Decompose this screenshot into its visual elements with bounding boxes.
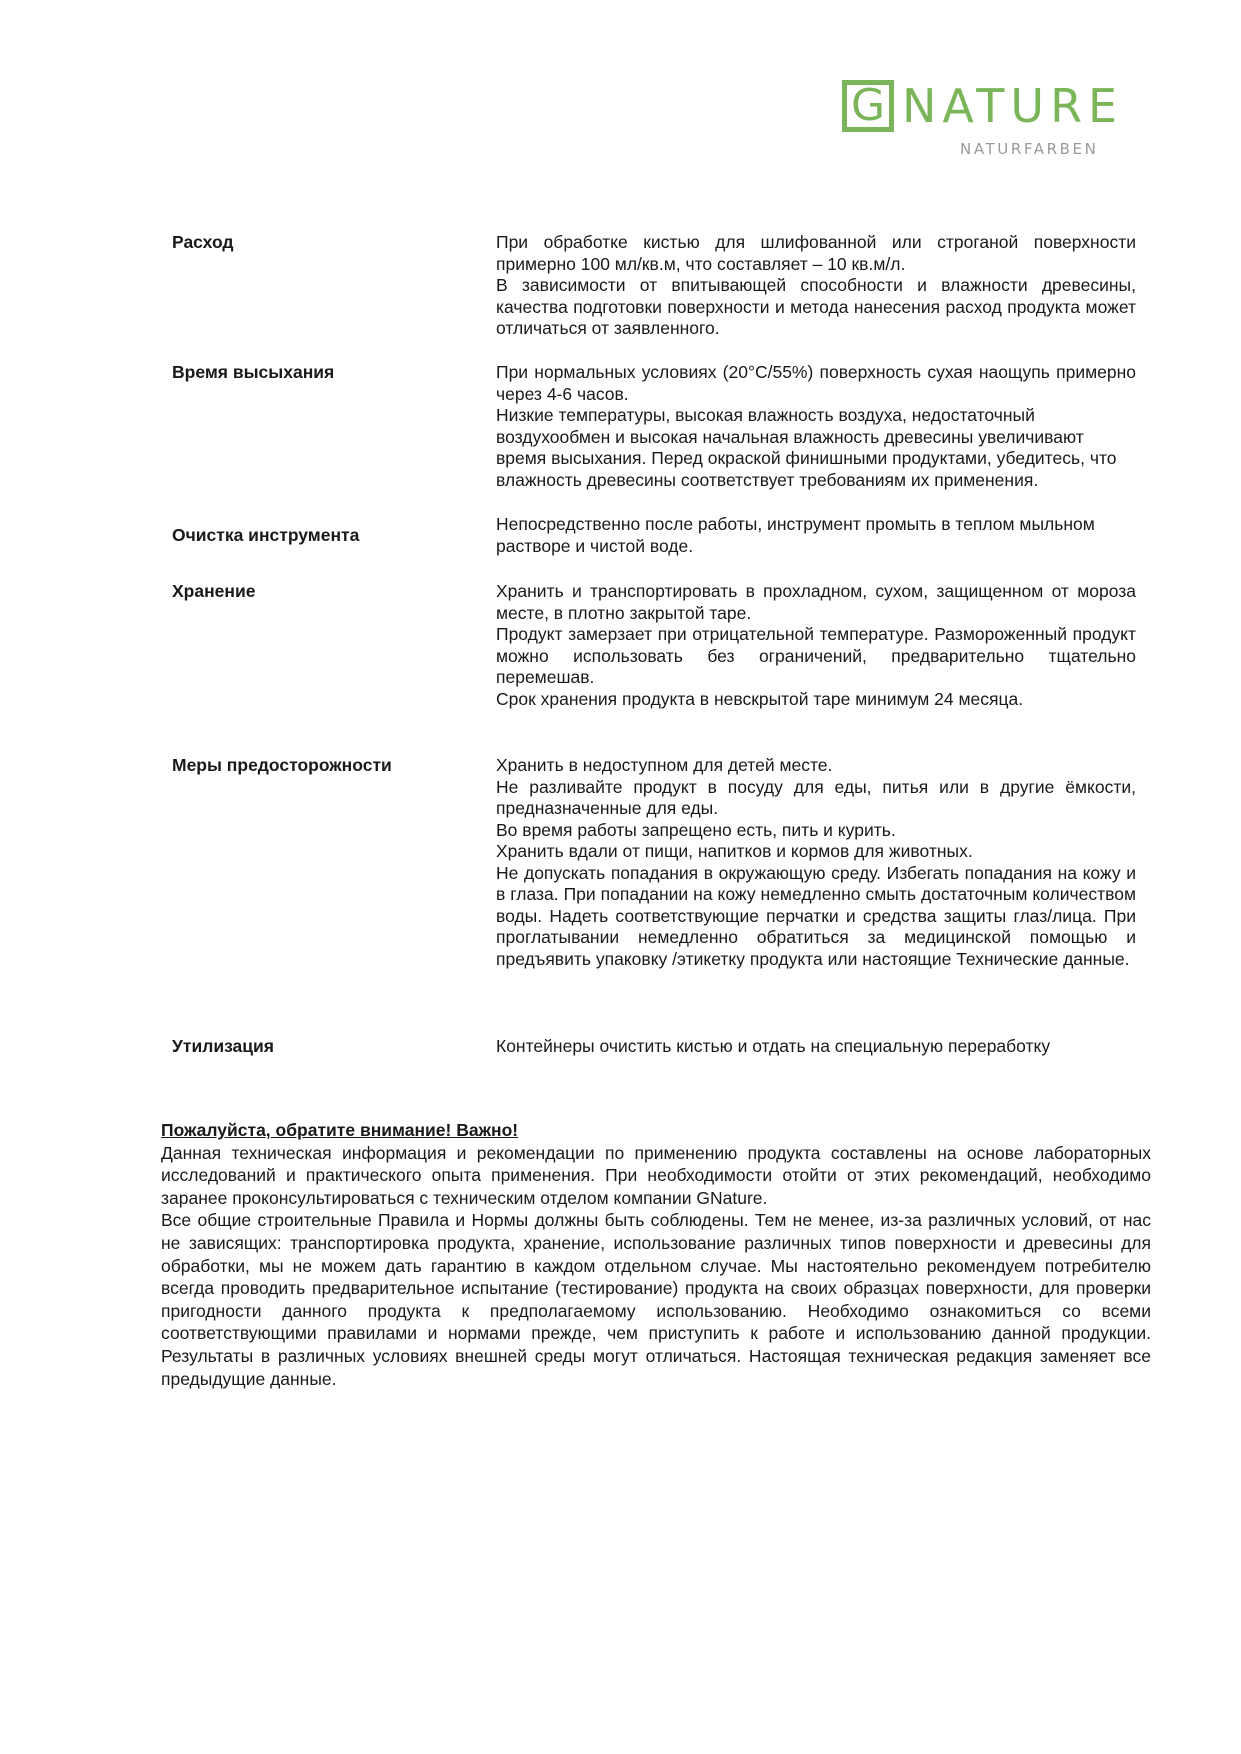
section-line: Хранить в недоступном для детей месте. bbox=[496, 755, 833, 775]
section-line: Хранить вдали от пищи, напитков и кормов для животных. bbox=[496, 841, 973, 861]
section-line: Продукт замерзает при отрицательной температуре. Размороженный продукт можно использовать без ограничений, предварительно тщательно перемешав. bbox=[496, 624, 1136, 687]
section-label-tool-cleaning: Очистка инструмента bbox=[172, 525, 360, 545]
section-label-precautions: Меры предосторожности bbox=[172, 755, 392, 775]
section-line: При обработке кистью для шлифованной или строганой поверхности примерно 100 мл/кв.м, что составляет – 10 кв.м/л. bbox=[496, 232, 1136, 274]
section-label-drying-time: Время высыхания bbox=[172, 362, 335, 382]
section-value-storage bbox=[496, 581, 1136, 710]
section-line: Хранить и транспортировать в прохладном, сухом, защищенном от мороза месте, в плотно закрытой таре. bbox=[496, 581, 1136, 623]
section-line: При нормальных условиях (20°C/55%) поверхность сухая наощупь примерно через 4-6 часов. bbox=[496, 362, 1136, 404]
section-label-storage: Хранение bbox=[172, 581, 256, 601]
logo-subtitle: NATURFARBEN bbox=[960, 140, 1099, 158]
section-line: Низкие температуры, высокая влажность воздуха, недостаточный воздухообмен и высокая начальная влажность древесины увеличивают время высыхания. Перед окраской финишными продуктами, убедитесь, что влажность древесины соответствует требованиям их применения. bbox=[496, 405, 1117, 490]
section-value-drying-time bbox=[496, 362, 1136, 491]
notice-title: Пожалуйста, обратите внимание! Важно! bbox=[161, 1120, 519, 1140]
logo-word: NATURE bbox=[902, 79, 1124, 133]
notice-paragraph: Все общие строительные Правила и Нормы должны быть соблюдены. Тем не менее, из-за различных условий, от нас не зависящих: транспортировка продукта, хранение, использование различных типов поверхности и древесины для обработки, мы не можем дать гарантию в каждом отдельном случае. Мы настоятельно рекомендуем потребителю всегда проводить предварительное испытание (тестирование) продукта на своих образцах поверхности, для проверки пригодности данного продукта к предполагаемому использованию. Необходимо ознакомиться со всеми соответствующими правилами и нормами прежде, чем приступить к работе и использованию данной продукции. Результаты в различных условиях внешней среды могут отличаться. Настоящая техническая редакция заменяет все предыдущие данные. bbox=[161, 1210, 1151, 1389]
section-label-disposal: Утилизация bbox=[172, 1036, 275, 1056]
brand-logo bbox=[842, 80, 1142, 165]
section-line: Не разливайте продукт в посуду для еды, питья или в другие ёмкости, предназначенные для еды. bbox=[496, 776, 1136, 818]
section-line: Не допускать попадания в окружающую среду. Избегать попадания на кожу и в глаза. При попадании на кожу немедленно смыть достаточным количеством воды. Надеть соответствующие перчатки и средства защиты глаз/лица. При проглатывании немедленно обратиться за медицинской помощью и предъявить упаковку /этикетку продукта или настоящие Технические данные. bbox=[496, 862, 1136, 969]
logo-letter-box: G bbox=[842, 80, 894, 132]
section-line: В зависимости от впитывающей способности и влажности древесины, качества подготовки поверхности и метода нанесения расход продукта может отличаться от заявленного. bbox=[496, 275, 1136, 338]
notice-paragraph: Данная техническая информация и рекомендации по применению продукта составлены на основе лабораторных исследований и практического опыта применения. При необходимости отойти от этих рекомендаций, необходимо заранее проконсультироваться с техническим отделом компании GNature. bbox=[161, 1142, 1151, 1208]
section-label-consumption: Расход bbox=[172, 232, 234, 252]
section-value-disposal bbox=[496, 1036, 1136, 1058]
section-line: Контейнеры очистить кистью и отдать на специальную переработку bbox=[496, 1036, 1051, 1056]
section-line: Срок хранения продукта в невскрытой таре минимум 24 месяца. bbox=[496, 688, 1024, 709]
section-value-precautions bbox=[496, 755, 1136, 970]
section-line: Непосредственно после работы, инструмент промыть в теплом мыльном растворе и чистой воде. bbox=[496, 514, 1095, 556]
section-line: Во время работы запрещено есть, пить и курить. bbox=[496, 819, 896, 840]
important-notice bbox=[161, 1119, 1151, 1390]
section-value-tool-cleaning bbox=[496, 514, 1136, 557]
section-value-consumption bbox=[496, 232, 1136, 340]
